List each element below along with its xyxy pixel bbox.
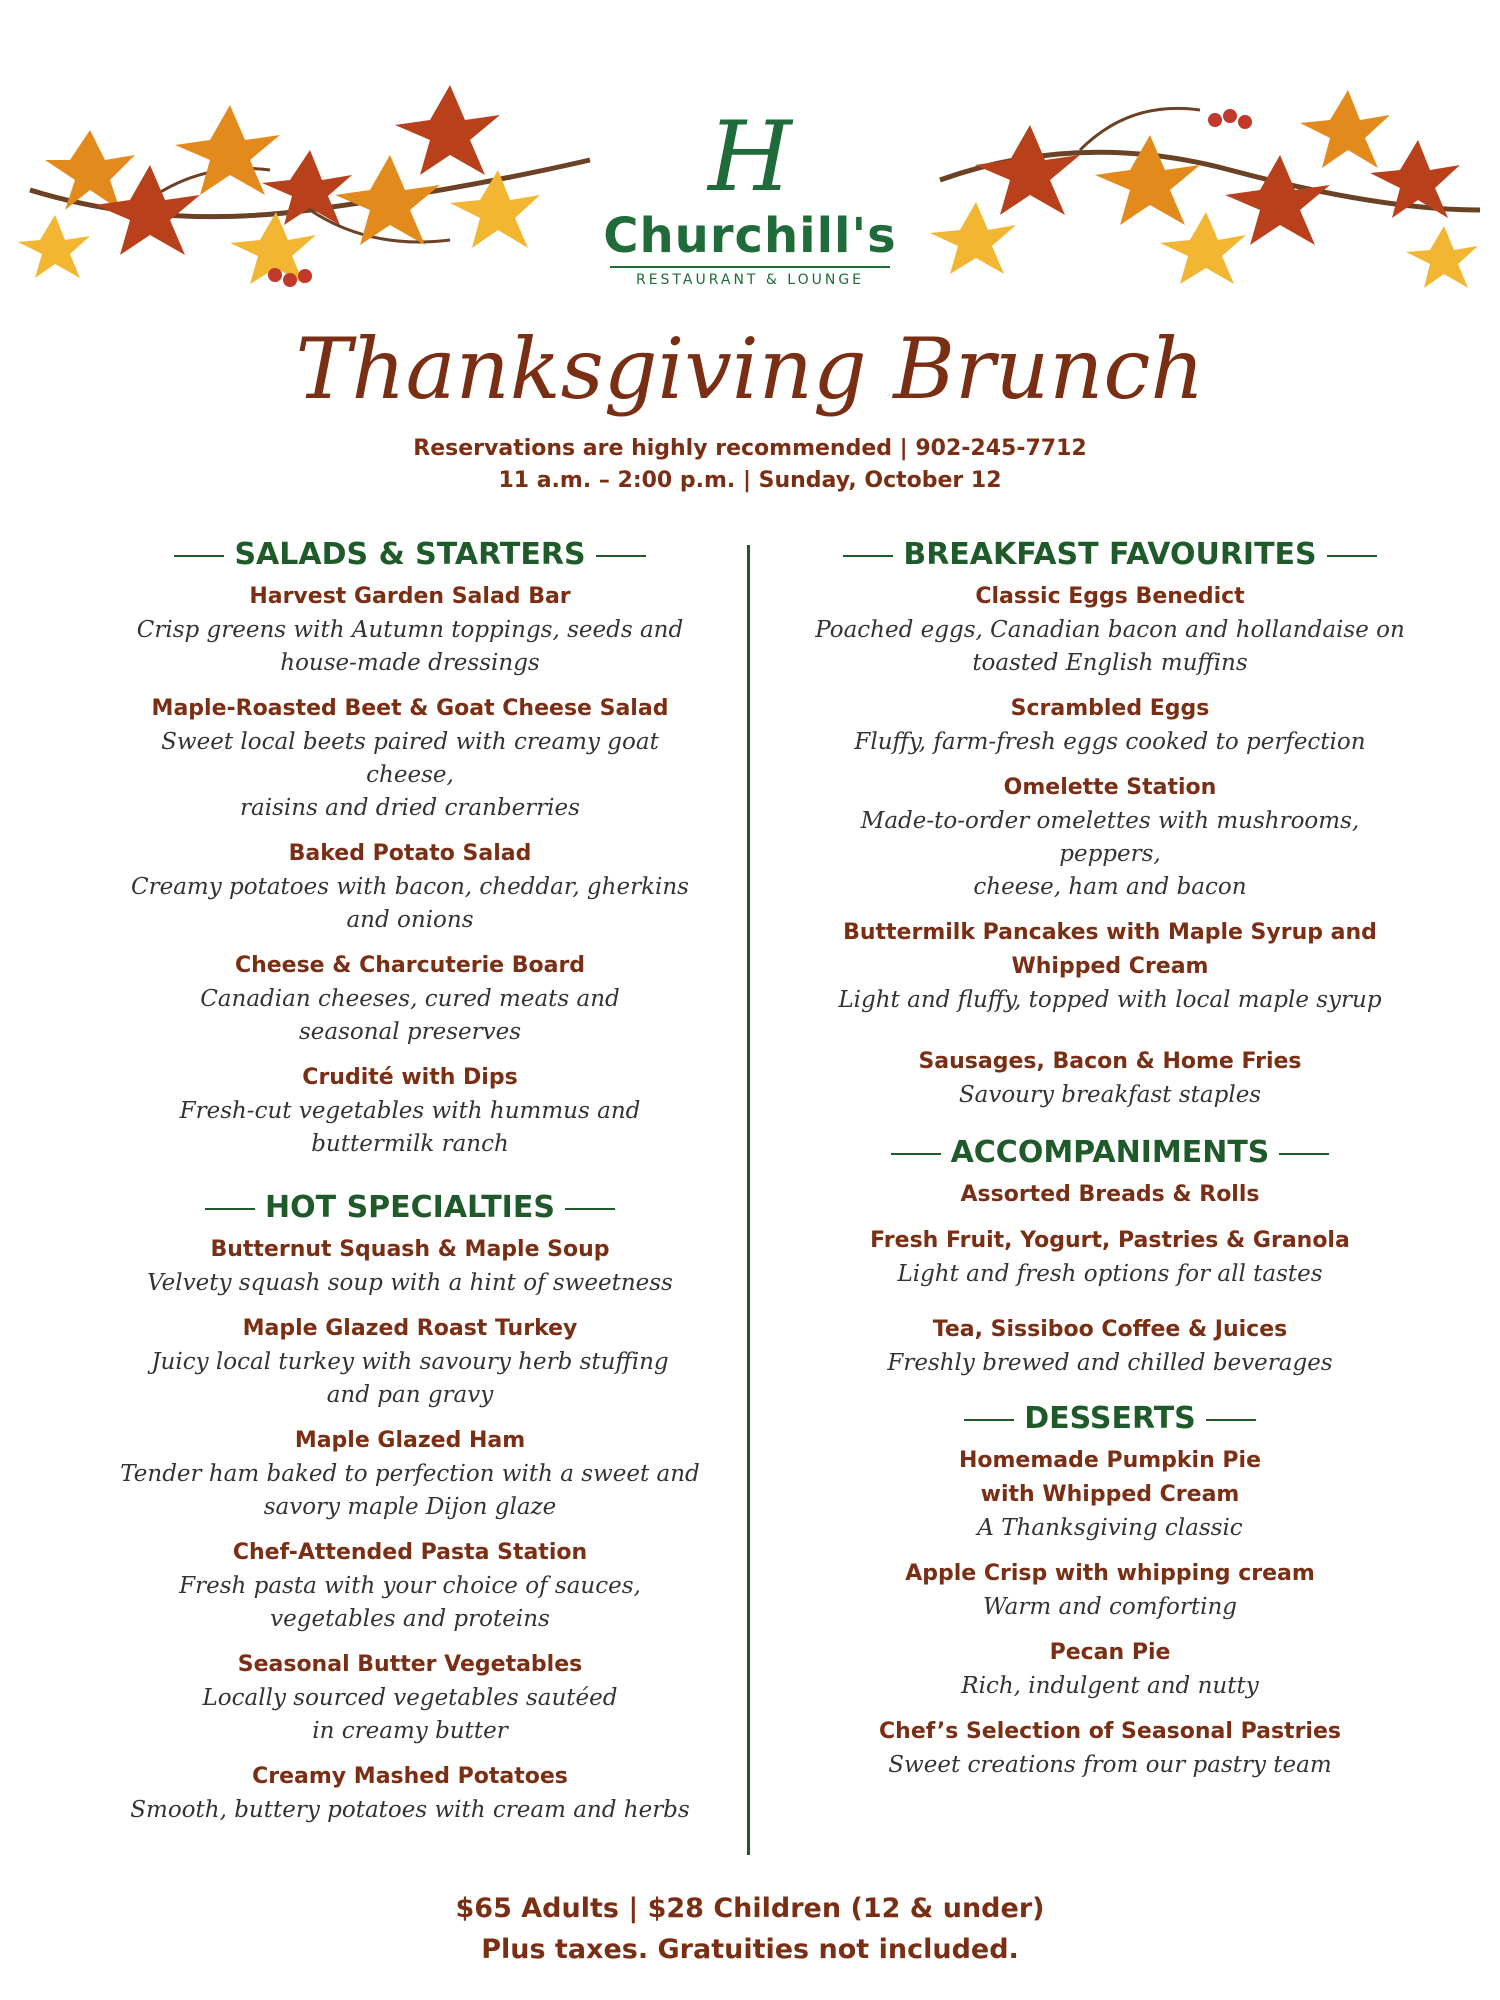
menu-item <box>120 1424 700 1524</box>
reservations-line: Reservations are highly recommended | 902-245-7712 <box>413 436 1087 461</box>
restaurant-name: Churchill's <box>603 208 897 264</box>
section-heading-text: SALADS & STARTERS <box>234 537 586 572</box>
menu-item-desc: Fluffy, farm-fresh eggs cooked to perfection <box>854 729 1366 755</box>
menu-item-name: Whipped Cream <box>1011 954 1209 979</box>
menu-item-name: Butternut Squash & Maple Soup <box>210 1237 610 1262</box>
menu-item-name: Pecan Pie <box>1049 1640 1171 1665</box>
menu-item-name: Crudité with Dips <box>302 1065 518 1090</box>
heading-dash <box>843 555 893 557</box>
menu-item-name: Scrambled Eggs <box>1010 696 1210 721</box>
menu-item-desc: Light and fresh options for all tastes <box>897 1261 1323 1287</box>
menu-item <box>810 1636 1410 1703</box>
menu-item <box>810 916 1410 1017</box>
menu-item-name: Omelette Station <box>1003 775 1217 800</box>
heading-dash <box>596 555 646 557</box>
section-heading-text: ACCOMPANIMENTS <box>950 1135 1270 1170</box>
menu-item <box>810 1557 1410 1624</box>
section-heading-hot <box>120 1183 700 1233</box>
heading-dash <box>1327 555 1377 557</box>
menu-item-desc: in creamy butter <box>312 1718 508 1744</box>
heading-dash <box>174 555 224 557</box>
menu-item-name: Maple Glazed Roast Turkey <box>242 1316 578 1341</box>
menu-item-desc: buttermilk ranch <box>311 1131 509 1157</box>
section-heading-text: BREAKFAST FAVOURITES <box>903 537 1317 572</box>
autumn-leaves-left-icon <box>10 40 600 320</box>
menu-item-name: with Whipped Cream <box>980 1482 1240 1507</box>
section-heading-text: HOT SPECIALTIES <box>265 1190 555 1225</box>
left-column <box>120 530 700 1839</box>
menu-item-desc: Locally sourced vegetables sautéed <box>202 1685 618 1711</box>
menu-item <box>120 949 700 1049</box>
accompaniments-list <box>810 1178 1410 1380</box>
menu-item-desc: Creamy potatoes with bacon, cheddar, gherkins <box>131 874 689 900</box>
menu-item-desc: Fresh pasta with your choice of sauces, <box>179 1573 641 1599</box>
menu-item-name: Tea, Sissiboo Coffee & Juices <box>932 1317 1288 1342</box>
heading-dash <box>205 1208 255 1210</box>
section-heading-salads <box>120 530 700 580</box>
menu-item <box>120 1312 700 1412</box>
autumn-leaves-right-icon <box>930 40 1490 320</box>
column-divider <box>747 545 750 1855</box>
menu-item <box>810 692 1410 759</box>
section-heading-desserts <box>810 1394 1410 1444</box>
breakfast-list <box>810 580 1410 1112</box>
menu-item-desc: Freshly brewed and chilled beverages <box>887 1350 1333 1376</box>
pricing-line: $65 Adults | $28 Children (12 & under) <box>455 1893 1045 1924</box>
right-column <box>810 530 1410 1794</box>
menu-item-name: Seasonal Butter Vegetables <box>237 1652 583 1677</box>
menu-item <box>120 1233 700 1300</box>
menu-item-name: Maple-Roasted Beet & Goat Cheese Salad <box>151 696 669 721</box>
menu-item-desc: Rich, indulgent and nutty <box>961 1673 1259 1699</box>
menu-item-desc: cheese, ham and bacon <box>973 874 1247 900</box>
menu-item <box>120 1648 700 1748</box>
menu-item-name: Buttermilk Pancakes with Maple Syrup and <box>843 920 1377 945</box>
menu-item <box>120 580 700 680</box>
section-heading-accompaniments <box>810 1128 1410 1178</box>
pricing-note: Plus taxes. Gratuities not included. <box>481 1934 1019 1965</box>
section-heading-text: DESSERTS <box>1024 1401 1196 1436</box>
heading-dash <box>891 1153 941 1155</box>
restaurant-logo <box>600 101 900 288</box>
menu-item-desc: Tender ham baked to perfection with a sweet and <box>120 1461 700 1487</box>
menu-item-name: Baked Potato Salad <box>288 841 532 866</box>
menu-item-desc: Sweet local beets paired with creamy goat cheese, <box>161 729 659 788</box>
menu-item-name: Fresh Fruit, Yogurt, Pastries & Granola <box>870 1228 1350 1253</box>
menu-item-desc: Warm and comforting <box>982 1594 1238 1620</box>
menu-item <box>810 1224 1410 1291</box>
menu-item <box>810 580 1410 680</box>
menu-item-name: Homemade Pumpkin Pie <box>958 1448 1261 1473</box>
menu-title: Thanksgiving Brunch <box>295 320 1205 418</box>
menu-item <box>120 692 700 825</box>
section-heading-breakfast <box>810 530 1410 580</box>
logo-monogram: H <box>708 101 792 213</box>
menu-item-desc: and onions <box>346 907 474 933</box>
menu-item-desc: Canadian cheeses, cured meats and <box>200 986 620 1012</box>
heading-dash <box>1279 1153 1329 1155</box>
restaurant-subtitle: RESTAURANT & LOUNGE <box>635 272 865 288</box>
menu-item-desc: Velvety squash soup with a hint of sweetness <box>147 1270 673 1296</box>
desserts-list <box>810 1444 1410 1782</box>
menu-item-desc: Made-to-order omelettes with mushrooms, peppers, <box>860 808 1360 867</box>
menu-item <box>810 1178 1410 1212</box>
menu-item-desc: Sweet creations from our pastry team <box>888 1752 1332 1778</box>
menu-item-desc: seasonal preserves <box>298 1019 522 1045</box>
menu-item-desc: and pan gravy <box>326 1382 494 1408</box>
menu-item-name: Chef’s Selection of Seasonal Pastries <box>879 1719 1341 1744</box>
heading-dash <box>964 1419 1014 1421</box>
time-line: 11 a.m. – 2:00 p.m. | Sunday, October 12 <box>498 468 1002 493</box>
menu-item-desc: raisins and dried cranberries <box>240 795 580 821</box>
menu-item-desc: Light and fluffy, topped with local maple syrup <box>838 987 1382 1013</box>
menu-item-name: Classic Eggs Benedict <box>975 584 1245 609</box>
menu-item-name: Assorted Breads & Rolls <box>960 1182 1260 1207</box>
menu-item <box>810 1444 1410 1545</box>
menu-item <box>810 1715 1410 1782</box>
menu-item-desc: Crisp greens with Autumn toppings, seeds and <box>136 617 684 643</box>
menu-item-name: Creamy Mashed Potatoes <box>252 1764 568 1789</box>
menu-item-name: Chef-Attended Pasta Station <box>232 1540 588 1565</box>
menu-item-name: Sausages, Bacon & Home Fries <box>918 1049 1302 1074</box>
menu-item-desc: Fresh-cut vegetables with hummus and <box>179 1098 641 1124</box>
heading-dash <box>1206 1419 1256 1421</box>
menu-item-name: Apple Crisp with whipping cream <box>905 1561 1315 1586</box>
menu-item <box>120 1061 700 1161</box>
menu-item-desc: toasted English muffins <box>972 650 1248 676</box>
menu-item-desc: savory maple Dijon glaze <box>263 1494 557 1520</box>
hot-list <box>120 1233 700 1827</box>
menu-item <box>120 837 700 937</box>
menu-item-desc: Juicy local turkey with savoury herb stuffing <box>151 1349 669 1375</box>
menu-item-desc: Smooth, buttery potatoes with cream and herbs <box>130 1797 690 1823</box>
salads-list <box>120 580 700 1161</box>
menu-item-desc: A Thanksgiving classic <box>977 1515 1243 1541</box>
menu-item <box>120 1536 700 1636</box>
menu-item-name: Cheese & Charcuterie Board <box>234 953 586 978</box>
menu-item <box>810 1045 1410 1112</box>
heading-dash <box>565 1208 615 1210</box>
logo-rule <box>610 266 890 268</box>
menu-item-desc: Poached eggs, Canadian bacon and hollandaise on <box>815 617 1405 643</box>
menu-item <box>810 1313 1410 1380</box>
menu-item-desc: vegetables and proteins <box>270 1606 550 1632</box>
menu-item-name: Harvest Garden Salad Bar <box>249 584 571 609</box>
menu-item-desc: house-made dressings <box>280 650 540 676</box>
menu-item <box>810 771 1410 904</box>
menu-item-name: Maple Glazed Ham <box>294 1428 526 1453</box>
menu-item-desc: Savoury breakfast staples <box>958 1082 1262 1108</box>
menu-item <box>120 1760 700 1827</box>
